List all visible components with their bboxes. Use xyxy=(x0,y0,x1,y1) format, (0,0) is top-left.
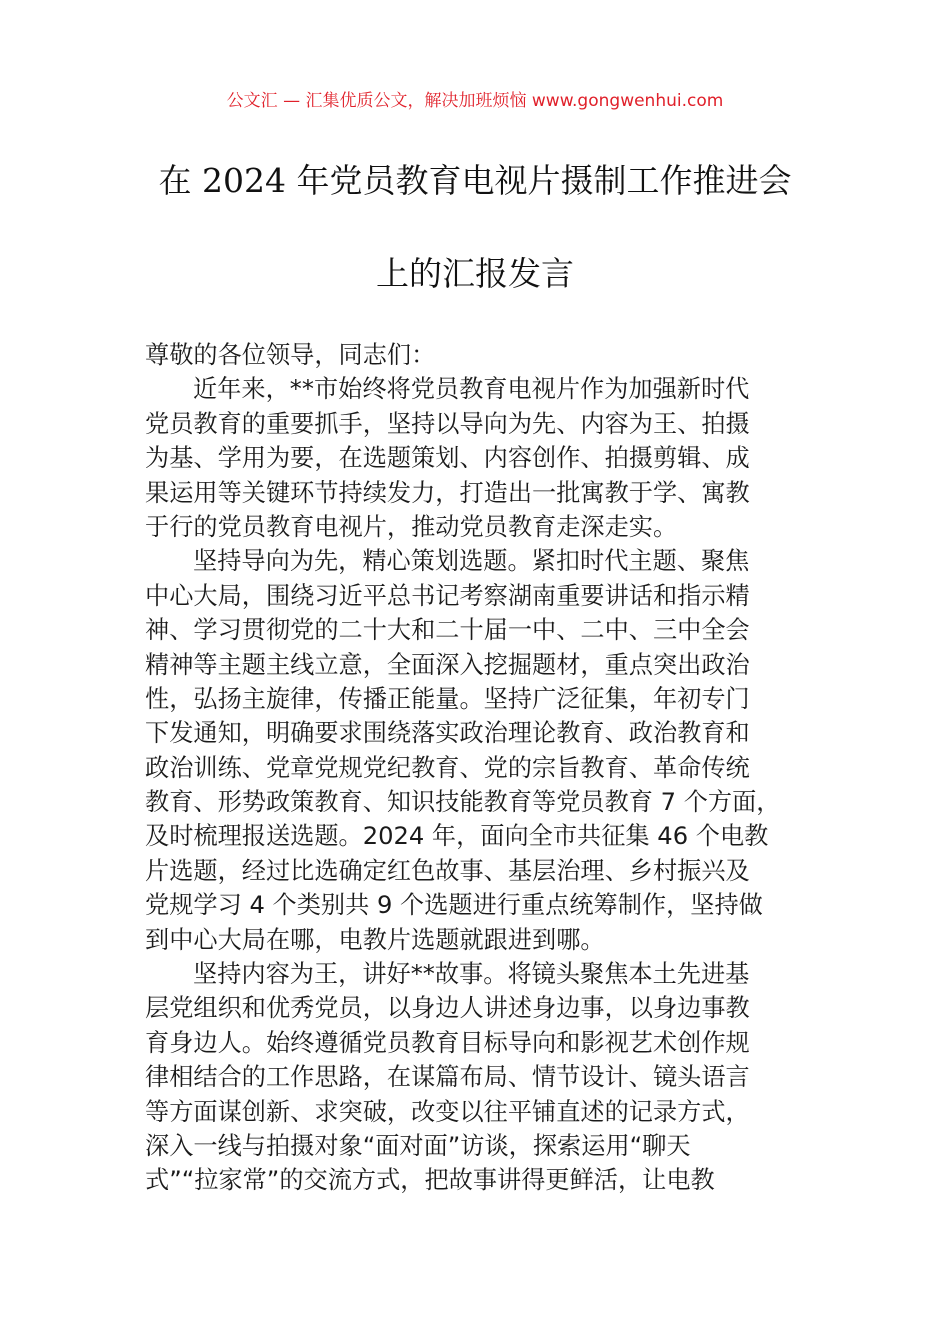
body-line: 育身边人。始终遵循党员教育目标导向和影视艺术创作规 xyxy=(145,1028,750,1057)
document-body xyxy=(145,338,825,1198)
site-watermark-header: 公文汇 — 汇集优质公文，解决加班烦恼 www.gongwenhui.com xyxy=(226,91,724,111)
body-line: 式”“拉家常”的交流方式，把故事讲得更鲜活，让电教 xyxy=(145,1166,715,1195)
body-line: 于行的党员教育电视片，推动党员教育走深走实。 xyxy=(145,512,678,541)
body-line: 等方面谋创新、求突破，改变以往平铺直述的记录方式， xyxy=(145,1097,750,1126)
body-line: 片选题，经过比选确定红色故事、基层治理、乡村振兴及 xyxy=(145,856,750,885)
body-line: 政治训练、党章党规党纪教育、党的宗旨教育、革命传统 xyxy=(145,753,750,782)
body-line: 性，弘扬主旋律，传播正能量。坚持广泛征集，年初专门 xyxy=(145,684,750,713)
body-line: 教育、形势政策教育、知识技能教育等党员教育 7 个方面， xyxy=(145,788,781,817)
body-line: 精神等主题主线立意，全面深入挖掘题材，重点突出政治 xyxy=(145,650,750,679)
salutation: 尊敬的各位领导，同志们： xyxy=(145,341,436,369)
body-line: 下发通知，明确要求围绕落实政治理论教育、政治教育和 xyxy=(145,719,750,748)
body-line: 及时梳理报送选题。2024 年，面向全市共征集 46 个电教 xyxy=(145,822,769,851)
body-line: 党规学习 4 个类别共 9 个选题进行重点统筹制作，坚持做 xyxy=(145,891,763,920)
body-line: 层党组织和优秀党员，以身边人讲述身边事，以身边事教 xyxy=(145,994,750,1023)
body-line: 为基、学用为要，在选题策划、内容创作、拍摄剪辑、成 xyxy=(145,444,750,473)
body-line: 近年来，**市始终将党员教育电视片作为加强新时代 xyxy=(193,375,750,404)
body-line: 到中心大局在哪，电教片选题就跟进到哪。 xyxy=(145,925,605,954)
document-title-line-2: 上的汇报发言 xyxy=(376,254,574,293)
body-line: 坚持导向为先，精心策划选题。紧扣时代主题、聚焦 xyxy=(193,547,750,576)
body-line: 深入一线与拍摄对象“面对面”访谈，探索运用“聊天 xyxy=(145,1131,691,1160)
body-line: 果运用等关键环节持续发力，打造出一批寓教于学、寓教 xyxy=(145,478,750,507)
body-line: 神、学习贯彻党的二十大和二十届一中、二中、三中全会 xyxy=(145,616,750,645)
body-line: 党员教育的重要抓手，坚持以导向为先、内容为王、拍摄 xyxy=(145,409,750,438)
document-title-line-1: 在 2024 年党员教育电视片摄制工作推进会 xyxy=(158,161,792,200)
body-line: 坚持内容为王，讲好**故事。将镜头聚焦本土先进基 xyxy=(193,960,750,989)
body-line: 中心大局，围绕习近平总书记考察湖南重要讲话和指示精 xyxy=(145,581,750,610)
body-line: 律相结合的工作思路，在谋篇布局、情节设计、镜头语言 xyxy=(145,1063,750,1092)
